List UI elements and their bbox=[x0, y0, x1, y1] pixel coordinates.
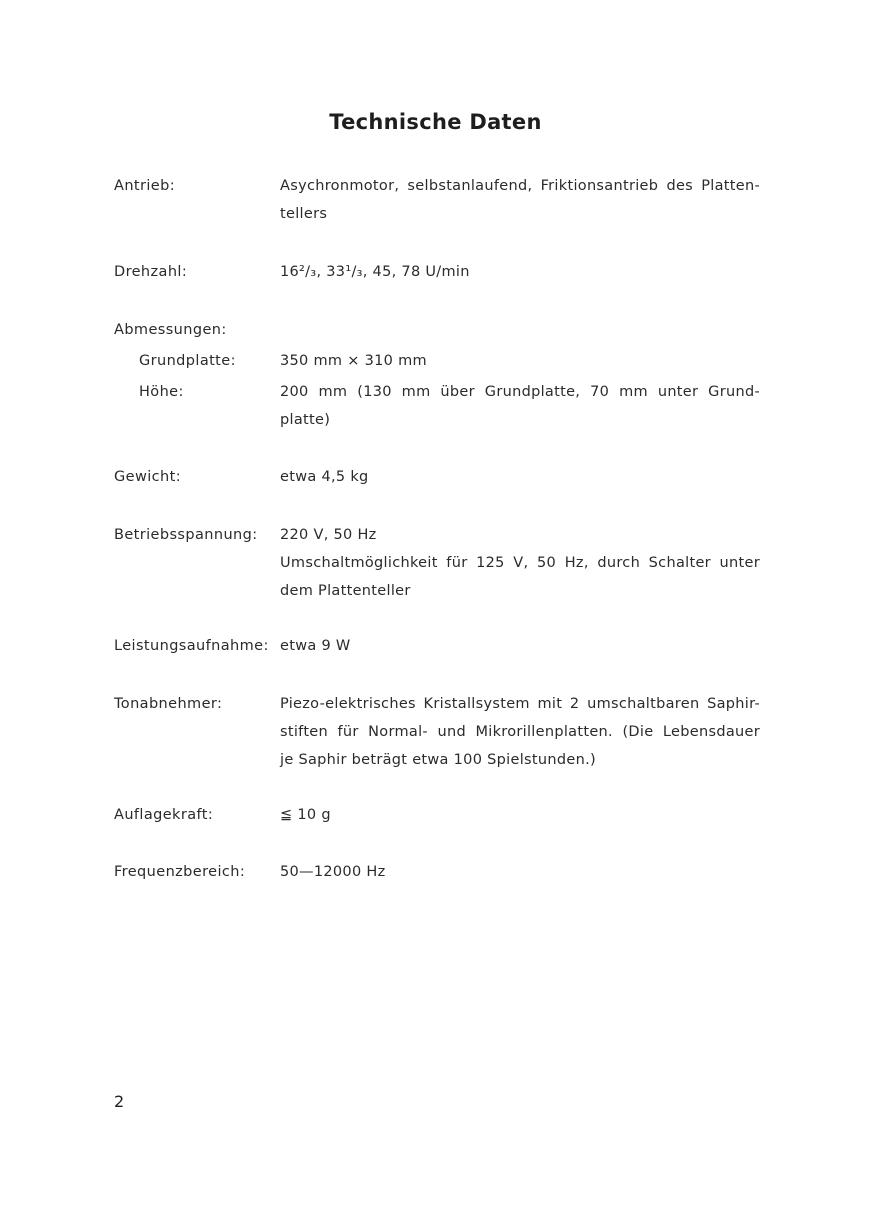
drehzahl-value-line: 16²/₃, 33¹/₃, 45, 78 U/min bbox=[280, 264, 470, 280]
drehzahl-label: Drehzahl: bbox=[114, 264, 188, 280]
hoehe-value-line-1: 200 mm (130 mm über Grundplatte, 70 mm unter Grund- bbox=[280, 384, 760, 400]
betriebsspannung-value-line-3: dem Plattenteller bbox=[280, 583, 411, 599]
gewicht-value bbox=[280, 463, 760, 491]
drehzahl-value bbox=[280, 258, 760, 286]
leistungsaufnahme-label: Leistungsaufnahme: bbox=[114, 638, 269, 654]
frequenzbereich-value-line: 50—12000 Hz bbox=[280, 864, 386, 880]
frequenzbereich-label: Frequenzbereich: bbox=[114, 864, 246, 880]
hoehe-value-line-2: platte) bbox=[280, 412, 331, 428]
tonabnehmer-label: Tonabnehmer: bbox=[114, 696, 223, 712]
page-number: 2 bbox=[114, 1092, 125, 1111]
betriebsspannung-value-line-2: Umschaltmöglichkeit für 125 V, 50 Hz, durch Schalter unter bbox=[280, 555, 760, 571]
frequenzbereich-value bbox=[280, 858, 760, 886]
auflagekraft-value bbox=[280, 801, 760, 829]
hoehe-label: Höhe: bbox=[139, 384, 184, 400]
abmessungen-label: Abmessungen: bbox=[114, 322, 227, 338]
leistungsaufnahme-value bbox=[280, 632, 760, 660]
hoehe-value bbox=[280, 378, 760, 434]
auflagekraft-value-line: ≦ 10 g bbox=[280, 807, 331, 823]
tonabnehmer-value-line-1: Piezo-elektrisches Kristallsystem mit 2 umschaltbaren Saphir- bbox=[280, 696, 760, 712]
betriebsspannung-label: Betriebsspannung: bbox=[114, 527, 258, 543]
gewicht-label: Gewicht: bbox=[114, 469, 181, 485]
betriebsspannung-value-line-1: 220 V, 50 Hz bbox=[280, 527, 377, 543]
tonabnehmer-value-line-3: je Saphir beträgt etwa 100 Spielstunden.) bbox=[280, 752, 596, 768]
antrieb-value bbox=[280, 172, 760, 228]
page-title: Technische Daten bbox=[329, 110, 542, 134]
antrieb-label: Antrieb: bbox=[114, 178, 175, 194]
tonabnehmer-value bbox=[280, 690, 760, 774]
tonabnehmer-value-line-2: stiften für Normal- und Mikrorillenplatten. (Die Lebensdauer bbox=[280, 724, 760, 740]
antrieb-value-line-2: tellers bbox=[280, 206, 328, 222]
grundplatte-value bbox=[280, 347, 760, 375]
antrieb-value-line-1: Asychronmotor, selbstanlaufend, Friktionsantrieb des Platten- bbox=[280, 178, 760, 194]
betriebsspannung-value bbox=[280, 521, 760, 605]
auflagekraft-label: Auflagekraft: bbox=[114, 807, 214, 823]
gewicht-value-line: etwa 4,5 kg bbox=[280, 469, 369, 485]
grundplatte-label: Grundplatte: bbox=[139, 353, 236, 369]
grundplatte-value-line: 350 mm × 310 mm bbox=[280, 353, 427, 369]
leistungsaufnahme-value-line: etwa 9 W bbox=[280, 638, 351, 654]
